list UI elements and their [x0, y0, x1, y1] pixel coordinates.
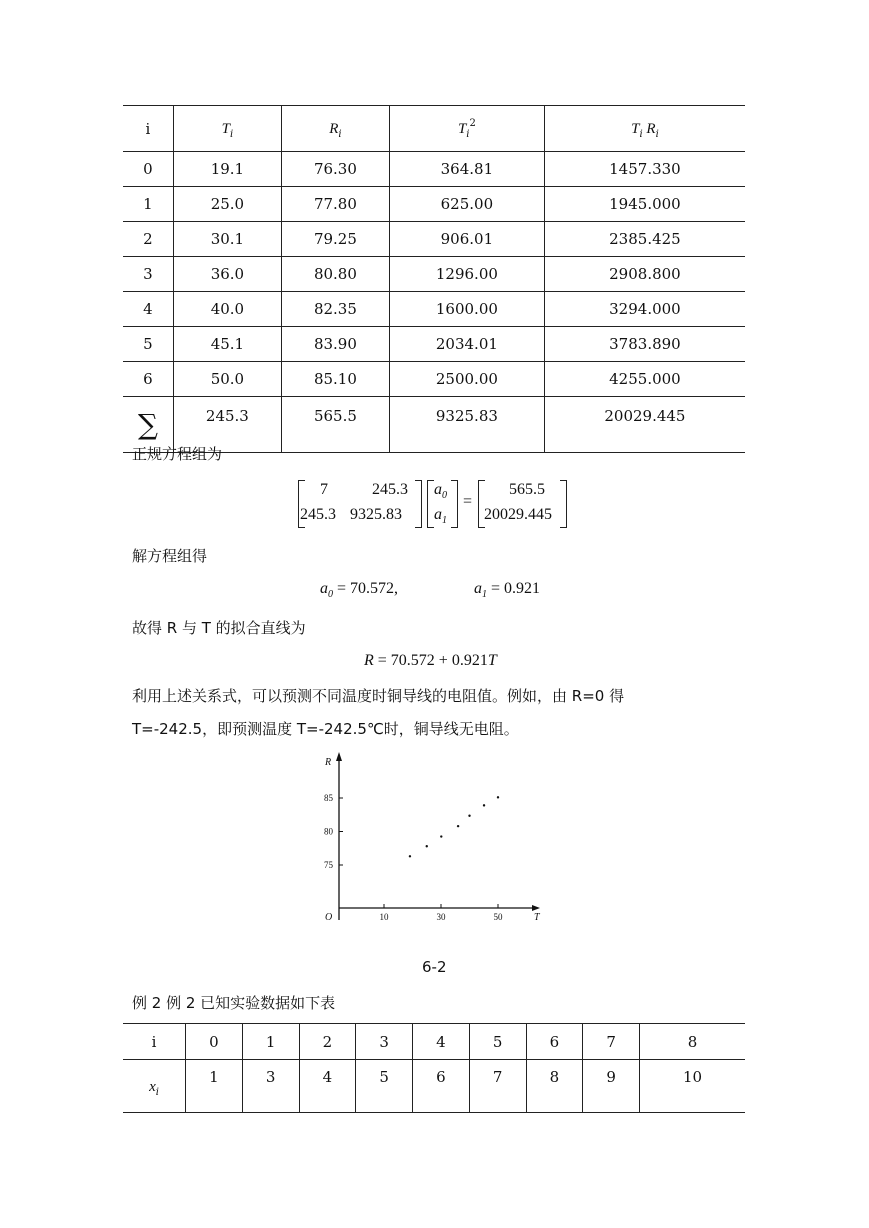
- matrix-equation: [298, 478, 578, 530]
- cell: 85.10: [281, 362, 389, 397]
- y-tick-label: 85: [324, 793, 333, 803]
- normal-equation-label: 正规方程组为: [132, 445, 223, 463]
- cell: 9: [583, 1060, 640, 1113]
- cell: 2500.00: [389, 362, 544, 397]
- table-row: [123, 362, 745, 397]
- cell: 1600.00: [389, 292, 544, 327]
- cell: 8: [526, 1060, 583, 1113]
- x-axis-label: T: [534, 912, 540, 923]
- cell: 10: [640, 1060, 746, 1113]
- header-Ri: $R_i$: [281, 106, 389, 152]
- y-axis-arrow: [336, 752, 342, 761]
- x-axis-arrow: [532, 905, 540, 911]
- cell: 1: [242, 1024, 299, 1060]
- row-label-xi: $x_i$: [123, 1060, 186, 1113]
- table-row: [123, 257, 745, 292]
- header-Ti2: $T_i^2$: [389, 106, 544, 152]
- x-tick-label: 10: [379, 912, 389, 922]
- y-axis-label: R: [325, 757, 332, 768]
- cell: 82.35: [281, 292, 389, 327]
- solution-a0: $a_0 = 70.572$,: [320, 580, 399, 600]
- cell: 19.1: [173, 152, 281, 187]
- cell: 0: [186, 1024, 243, 1060]
- cell: 7: [583, 1024, 640, 1060]
- cell: 4: [413, 1024, 470, 1060]
- cell: 30.1: [173, 222, 281, 257]
- x-tick-label: 30: [436, 912, 446, 922]
- row-label-i: i: [123, 1024, 186, 1060]
- fit-label: 故得 R 与 T 的拟合直线为: [132, 619, 306, 637]
- cell: 3294.000: [544, 292, 745, 327]
- table-row: [123, 152, 745, 187]
- table-row: [123, 187, 745, 222]
- cell: 6: [413, 1060, 470, 1113]
- cell: 20029.445: [544, 397, 745, 453]
- cell: 1945.000: [544, 187, 745, 222]
- cell: 6: [526, 1024, 583, 1060]
- cell: 9325.83: [389, 397, 544, 453]
- cell: 1457.330: [544, 152, 745, 187]
- cell: 5: [123, 327, 173, 362]
- cell: 625.00: [389, 187, 544, 222]
- table-header-row: [123, 106, 745, 152]
- scatter-chart: [312, 750, 552, 930]
- cell: 4: [123, 292, 173, 327]
- table-row: [123, 327, 745, 362]
- sum-symbol: ∑: [123, 397, 173, 453]
- example-title: 例 2 例 2 已知实验数据如下表: [132, 994, 336, 1012]
- table-row: [123, 292, 745, 327]
- data-point: [426, 845, 428, 847]
- cell: 25.0: [173, 187, 281, 222]
- cell: 1: [123, 187, 173, 222]
- cell: 50.0: [173, 362, 281, 397]
- cell: 6: [123, 362, 173, 397]
- cell: 83.90: [281, 327, 389, 362]
- cell: 45.1: [173, 327, 281, 362]
- cell: 79.25: [281, 222, 389, 257]
- cell: 36.0: [173, 257, 281, 292]
- matrix-a22: 9325.83: [350, 506, 402, 523]
- data-point: [440, 835, 442, 837]
- cell: 364.81: [389, 152, 544, 187]
- matrix-a21: 245.3: [300, 506, 336, 523]
- vector-a0: $a_0$: [434, 481, 447, 501]
- matrix-a12: 245.3: [372, 481, 408, 498]
- cell: 0: [123, 152, 173, 187]
- cell: 1: [186, 1060, 243, 1113]
- data-point: [468, 815, 470, 817]
- rhs-b1: 565.5: [509, 481, 545, 498]
- vector-a1: $a_1$: [434, 506, 447, 526]
- x-tick-label: 50: [493, 912, 503, 922]
- cell: 906.01: [389, 222, 544, 257]
- data-point: [457, 825, 459, 827]
- origin-label: O: [325, 912, 333, 923]
- data-point: [409, 855, 411, 857]
- cell: 2385.425: [544, 222, 745, 257]
- header-Ti: $T_i$: [173, 106, 281, 152]
- y-tick-label: 80: [324, 826, 333, 837]
- table-row: [123, 1060, 745, 1113]
- cell: 5: [356, 1060, 413, 1113]
- header-i: i: [123, 106, 173, 152]
- example-table: [123, 1023, 745, 1113]
- cell: 2: [123, 222, 173, 257]
- y-tick-label: 75: [324, 860, 333, 870]
- fit-line-equation: R = 70.572 + 0.921T: [364, 652, 497, 669]
- table-row: [123, 222, 745, 257]
- cell: 1296.00: [389, 257, 544, 292]
- cell: 8: [640, 1024, 746, 1060]
- cell: 2034.01: [389, 327, 544, 362]
- equals-sign: =: [463, 493, 473, 510]
- paragraph-1: 利用上述关系式，可以预测不同温度时铜导线的电阻值。例如，由 R=0 得: [132, 687, 625, 705]
- cell: 3: [356, 1024, 413, 1060]
- cell: 3: [123, 257, 173, 292]
- cell: 7: [469, 1060, 526, 1113]
- cell: 2908.800: [544, 257, 745, 292]
- solve-label: 解方程组得: [132, 547, 208, 565]
- data-table: [123, 105, 745, 453]
- cell: 2: [299, 1024, 356, 1060]
- cell: 565.5: [281, 397, 389, 453]
- cell: 40.0: [173, 292, 281, 327]
- cell: 80.80: [281, 257, 389, 292]
- cell: 77.80: [281, 187, 389, 222]
- rhs-b2: 20029.445: [484, 506, 552, 523]
- cell: 4: [299, 1060, 356, 1113]
- cell: 76.30: [281, 152, 389, 187]
- solution-a1: $a_1 = 0.921$: [474, 580, 541, 600]
- header-TiRi: $T_i$ $R_i$: [544, 106, 745, 152]
- matrix-a11: 7: [320, 481, 328, 498]
- table-row: [123, 1024, 745, 1060]
- cell: 3: [242, 1060, 299, 1113]
- data-point: [483, 804, 485, 806]
- data-point: [497, 796, 499, 798]
- figure-caption: 6-2: [422, 958, 447, 976]
- cell: 3783.890: [544, 327, 745, 362]
- cell: 5: [469, 1024, 526, 1060]
- cell: 4255.000: [544, 362, 745, 397]
- paragraph-2: T=-242.5，即预测温度 T=-242.5℃时，铜导线无电阻。: [132, 720, 519, 738]
- cell: 245.3: [173, 397, 281, 453]
